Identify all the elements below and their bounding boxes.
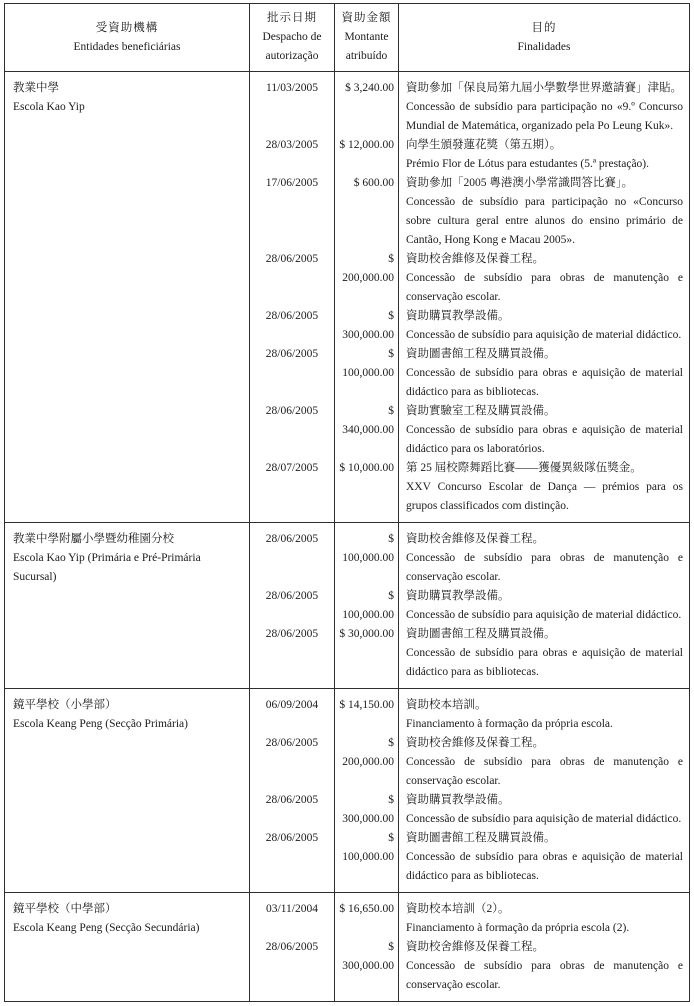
amount-value: $ 10,000.00 <box>335 459 399 522</box>
purpose-zh: 資助校舍維修及保養工程。 <box>406 941 544 953</box>
purpose-cell <box>399 345 689 402</box>
purpose-cell <box>399 136 689 174</box>
purpose-zh: 資助校本培訓（2）。 <box>406 903 510 915</box>
amount-value: $ 100,000.00 <box>335 587 399 625</box>
purpose-zh: 資助參加「2005 粵港澳小學常識問答比賽」。 <box>406 177 634 189</box>
entity-cell <box>5 72 250 522</box>
purpose-pt: Concessão de subsídio para participação no «9.º Concurso Mundial de Matemática, organizado pela Po Leung Kuk». <box>406 101 683 132</box>
grant-entry <box>250 523 689 587</box>
header-amount <box>335 4 399 71</box>
amount-value: $ 16,650.00 <box>335 893 399 938</box>
entries <box>250 689 689 892</box>
purpose-pt: Concessão de subsídio para obras e aquisição de material didáctico para as bibliotecas. <box>406 851 683 882</box>
authorization-date: 28/06/2005 <box>250 625 335 688</box>
purpose-zh: 向學生頒發蓮花獎（第五期）。 <box>406 139 562 151</box>
entity-name-pt: Escola Keang Peng (Secção Primária) <box>13 718 188 730</box>
purpose-pt: Concessão de subsídio para obras de manutenção e conservação escolar. <box>406 552 683 583</box>
grant-entry <box>250 625 689 688</box>
grant-entry <box>250 402 689 459</box>
amount-value: $ 600.00 <box>335 174 399 250</box>
grant-entry <box>250 791 689 829</box>
purpose-pt: Concessão de subsídio para participação no «Concurso sobre cultura geral entre alunos do ensino primário de Cantão, Hong Kong e Macau 2005». <box>406 196 683 246</box>
header-purpose-pt: Finalidades <box>517 40 571 53</box>
authorization-date: 28/06/2005 <box>250 791 335 829</box>
purpose-pt: Concessão de subsídio para obras de manutenção e conservação escolar. <box>406 756 683 787</box>
purpose-pt: Prémio Flor de Lótus para estudantes (5.ª prestação). <box>406 158 650 170</box>
grant-entry <box>250 250 689 307</box>
purpose-cell <box>399 734 689 791</box>
authorization-date: 11/03/2005 <box>250 72 335 136</box>
amount-value: $ 200,000.00 <box>335 250 399 307</box>
purpose-cell <box>399 938 689 1001</box>
grant-entry <box>250 136 689 174</box>
amount-value: $ 300,000.00 <box>335 791 399 829</box>
header-date <box>250 4 335 71</box>
amount-value: $ 100,000.00 <box>335 345 399 402</box>
purpose-cell <box>399 625 689 688</box>
header-amount-pt: Montante atribuído <box>344 31 389 62</box>
authorization-date: 28/06/2005 <box>250 938 335 1001</box>
grant-entry <box>250 307 689 345</box>
authorization-date: 28/06/2005 <box>250 587 335 625</box>
purpose-pt: Concessão de subsídio para obras e aquisição de material didáctico para as bibliotecas. <box>406 647 683 678</box>
grant-entry <box>250 689 689 734</box>
purpose-zh: 資助購買教學設備。 <box>406 310 510 322</box>
purpose-cell <box>399 459 689 522</box>
purpose-zh: 第 25 屆校際舞蹈比賽——獲優異級隊伍獎金。 <box>406 462 642 474</box>
header-entity-pt: Entidades beneficiárias <box>73 40 181 53</box>
purpose-pt: Concessão de subsídio para obras de manutenção e conservação escolar. <box>406 272 683 303</box>
amount-value: $ 12,000.00 <box>335 136 399 174</box>
purpose-zh: 資助圖書館工程及購買設備。 <box>406 348 556 360</box>
amount-value: $ 100,000.00 <box>335 523 399 587</box>
purpose-pt: Concessão de subsídio para aquisição de material didáctico. <box>406 329 682 341</box>
header-purpose <box>399 4 689 71</box>
grant-entry <box>250 893 689 938</box>
entity-row <box>5 893 689 1001</box>
purpose-pt: Concessão de subsídio para aquisição de material didáctico. <box>406 813 682 825</box>
amount-value: $ 14,150.00 <box>335 689 399 734</box>
header-date-zh: 批示日期 <box>267 12 317 24</box>
amount-value: $ 340,000.00 <box>335 402 399 459</box>
authorization-date: 28/06/2005 <box>250 523 335 587</box>
header-purpose-zh: 目的 <box>531 21 557 34</box>
entity-name-pt: Escola Kao Yip (Primária e Pré-Primária Sucursal) <box>13 552 201 583</box>
purpose-cell <box>399 250 689 307</box>
authorization-date: 28/06/2005 <box>250 734 335 791</box>
grant-entry <box>250 734 689 791</box>
authorization-date: 06/09/2004 <box>250 689 335 734</box>
grant-entry <box>250 938 689 1001</box>
authorization-date: 28/06/2005 <box>250 345 335 402</box>
authorization-date: 28/06/2005 <box>250 829 335 892</box>
purpose-zh: 資助參加「保良局第九屆小學數學世界邀請賽」津貼。 <box>406 82 682 94</box>
grant-entry <box>250 345 689 402</box>
purpose-cell <box>399 791 689 829</box>
entries <box>250 523 689 688</box>
entries <box>250 893 689 1001</box>
purpose-zh: 資助校舍維修及保養工程。 <box>406 253 544 265</box>
entity-row <box>5 523 689 689</box>
purpose-pt: Concessão de subsídio para obras e aquisição de material didáctico para as bibliotecas. <box>406 367 683 398</box>
purpose-cell <box>399 689 689 734</box>
entries <box>250 72 689 522</box>
purpose-cell <box>399 174 689 250</box>
entity-row <box>5 72 689 523</box>
purpose-cell <box>399 829 689 892</box>
entity-cell <box>5 893 250 1001</box>
table-body <box>5 72 689 1001</box>
table-header <box>5 4 689 72</box>
purpose-pt: XXV Concurso Escolar de Dança — prémios para os grupos classificados com distinção. <box>406 481 683 512</box>
header-date-pt: Despacho de autorização <box>262 31 322 62</box>
grant-entry <box>250 459 689 522</box>
purpose-zh: 資助校舍維修及保養工程。 <box>406 737 544 749</box>
grant-entry <box>250 72 689 136</box>
purpose-zh: 資助圖書館工程及購買設備。 <box>406 832 556 844</box>
purpose-zh: 資助校舍維修及保養工程。 <box>406 533 544 545</box>
purpose-zh: 資助校本培訓。 <box>406 699 487 711</box>
grant-entry <box>250 587 689 625</box>
purpose-zh: 資助圖書館工程及購買設備。 <box>406 628 556 640</box>
amount-value: $ 100,000.00 <box>335 829 399 892</box>
purpose-zh: 資助購買教學設備。 <box>406 590 510 602</box>
entity-name-pt: Escola Keang Peng (Secção Secundária) <box>13 922 200 934</box>
purpose-zh: 資助購買教學設備。 <box>406 794 510 806</box>
amount-value: $ 3,240.00 <box>335 72 399 136</box>
purpose-cell <box>399 72 689 136</box>
purpose-pt: Financiamento à formação da própria escola (2). <box>406 922 630 934</box>
purpose-cell <box>399 307 689 345</box>
authorization-date: 28/07/2005 <box>250 459 335 522</box>
header-entity <box>5 4 250 71</box>
purpose-pt: Concessão de subsídio para aquisição de material didáctico. <box>406 609 682 621</box>
authorization-date: 28/06/2005 <box>250 250 335 307</box>
purpose-pt: Financiamento à formação da própria escola. <box>406 718 613 730</box>
authorization-date: 17/06/2005 <box>250 174 335 250</box>
purpose-pt: Concessão de subsídio para obras e aquisição de material didáctico para os laboratórios. <box>406 424 683 455</box>
purpose-cell <box>399 893 689 938</box>
entity-name-pt: Escola Kao Yip <box>13 101 85 113</box>
purpose-zh: 資助實驗室工程及購買設備。 <box>406 405 556 417</box>
authorization-date: 03/11/2004 <box>250 893 335 938</box>
entity-name-zh: 教業中學 <box>13 82 59 94</box>
authorization-date: 28/06/2005 <box>250 307 335 345</box>
purpose-cell <box>399 587 689 625</box>
purpose-cell <box>399 523 689 587</box>
entity-row <box>5 689 689 893</box>
entity-cell <box>5 689 250 892</box>
entity-name-zh: 鏡平學校（小學部） <box>13 699 117 711</box>
entity-name-zh: 教業中學附屬小學暨幼稚園分校 <box>13 533 174 545</box>
entity-cell <box>5 523 250 688</box>
header-entity-zh: 受資助機構 <box>95 21 159 34</box>
authorization-date: 28/06/2005 <box>250 402 335 459</box>
grant-entry <box>250 174 689 250</box>
entity-name-zh: 鏡平學校（中學部） <box>13 903 117 915</box>
purpose-pt: Concessão de subsídio para obras de manutenção e conservação escolar. <box>406 960 683 991</box>
purpose-cell <box>399 402 689 459</box>
amount-value: $ 200,000.00 <box>335 734 399 791</box>
amount-value: $ 30,000.00 <box>335 625 399 688</box>
authorization-date: 28/03/2005 <box>250 136 335 174</box>
amount-value: $ 300,000.00 <box>335 938 399 1001</box>
amount-value: $ 300,000.00 <box>335 307 399 345</box>
grant-entry <box>250 829 689 892</box>
header-amount-zh: 資助金額 <box>341 12 392 24</box>
subsidy-table <box>4 3 690 1002</box>
